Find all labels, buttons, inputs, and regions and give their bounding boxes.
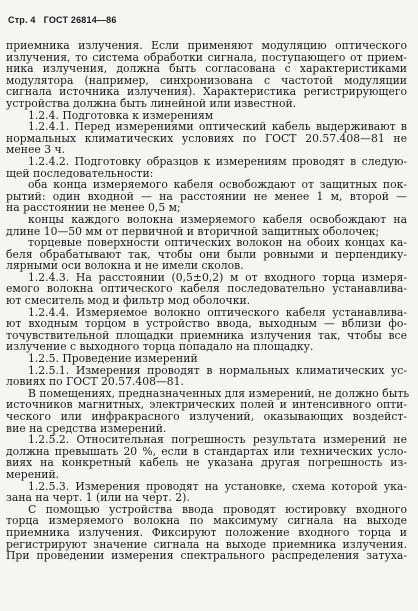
text-line: щей последовательности: [6, 166, 154, 180]
text-line: оба конца измеряемого кабеля освобождают от защитных пок- [28, 178, 407, 192]
text-line: источников магнитных, электрических полей и интенсивного опти- [6, 398, 407, 412]
text-line: торцевые поверхности оптических волокон на обоих концах ка- [28, 236, 407, 250]
text-line: 1.2.5.2. Относительная погрешность результата измерений не [28, 433, 407, 447]
text-line: С помощью устройства ввода проводят юстировку входного [28, 502, 407, 516]
text-line: виях на конкретный кабель не указана другая погрешность из- [6, 456, 407, 470]
text-line: 1.2.4. Подготовка к измерениям [28, 108, 214, 122]
text-line: на расстоянии не менее 0,5 м; [6, 201, 181, 215]
text-line: концы каждого волокна измеряемого кабеля освобождают на [28, 212, 407, 226]
text-line: зана на черт. 1 (или на черт. 2). [6, 491, 190, 505]
text-line: емого волокна оптического кабеля последовательно устанавлива- [6, 282, 407, 296]
text-line: нормальных климатических условиях по ГОСТ 20.57.408—81 не [6, 131, 407, 145]
text-line: 1.2.4.4. Измеряемое волокно оптического кабеля устанавлива- [28, 305, 407, 319]
text-line: мерений. [6, 467, 60, 481]
text-line: беля обрабатывают так, чтобы они были ровными и перпендику- [6, 247, 407, 261]
standard-number: ГОСТ 26814—86 [43, 15, 117, 25]
text-line: При проведении измерения спектрального распределения затуха- [6, 549, 407, 563]
text-line: ческого или инфракрасного излучений, оказывающих воздейст- [6, 410, 407, 423]
text-line: ника излучения, должна быть согласована с характеристиками [6, 62, 407, 76]
text-line: ют смеситель мод и фильтр мод оболочки. [6, 294, 251, 308]
text-line: устройства должна быть линейной или известной. [6, 96, 297, 110]
text-line: вие на средства измерений. [6, 421, 167, 435]
text-line: модулятора (например, синхронизована с частотой модуляции [6, 73, 407, 87]
text-line: 1.2.5. Проведение измерений [28, 352, 198, 366]
text-line: В помещениях, предназначенных для измерений, не должно быть [28, 386, 410, 400]
text-line: излучение с выходного торца попадало на площадку. [6, 340, 314, 354]
text-line: 1.2.4.3. На расстоянии (0,5±0,2) м от входного торца измеря- [28, 270, 407, 284]
text-line: регистрируют значение сигнала на выходе приемника излучения. [6, 537, 407, 551]
body-text [6, 39, 410, 563]
text-line: точувствительной площадки приемника излучения так, чтобы все [6, 328, 407, 342]
text-line: длине 10—50 мм от первичной и вторичной защитных оболочек; [6, 224, 380, 238]
text-line: менее 3 ч. [6, 143, 66, 157]
text-line: лярными оси волокна и не имели сколов. [6, 259, 244, 273]
text-line: сигнала источника излучения). Характеристика регистрирующего [6, 85, 407, 99]
text-line: ловиях по ГОСТ 20.57.408—81. [6, 375, 184, 389]
text-line: 1.2.5.3. Измерения проводят на установке, схема которой ука- [28, 479, 407, 493]
text-line: излучения, то система обработки сигнала, поступающего от прием- [6, 50, 407, 64]
page-label: Стр. [8, 15, 28, 25]
text-line: ют входным торцом в устройство ввода, выходным — вблизи фо- [6, 317, 407, 331]
text-line: 1.2.4.2. Подготовку образцов к измерениям проводят в следую- [28, 154, 407, 168]
text-line: рытий: один входной — на расстоянии не менее 1 м, второй — [6, 189, 407, 203]
text-line: 1.2.5.1. Измерения проводят в нормальных климатических ус- [28, 363, 407, 377]
text-line: 1.2.4.1. Перед измерениями оптический кабель выдерживают в [28, 120, 407, 134]
text-line: должна превышать 20 %, если в стандартах или технических усло- [6, 444, 407, 458]
page-number: 4 [30, 15, 36, 25]
text-line: торца измеряемого волокна по максимуму сигнала на выходе [6, 514, 407, 528]
text-line: приемника излучения. Фиксируют положение входного торца и [6, 525, 407, 539]
page-header [8, 15, 117, 25]
text-line: приемника излучения. Если применяют модуляцию оптического [6, 39, 407, 52]
